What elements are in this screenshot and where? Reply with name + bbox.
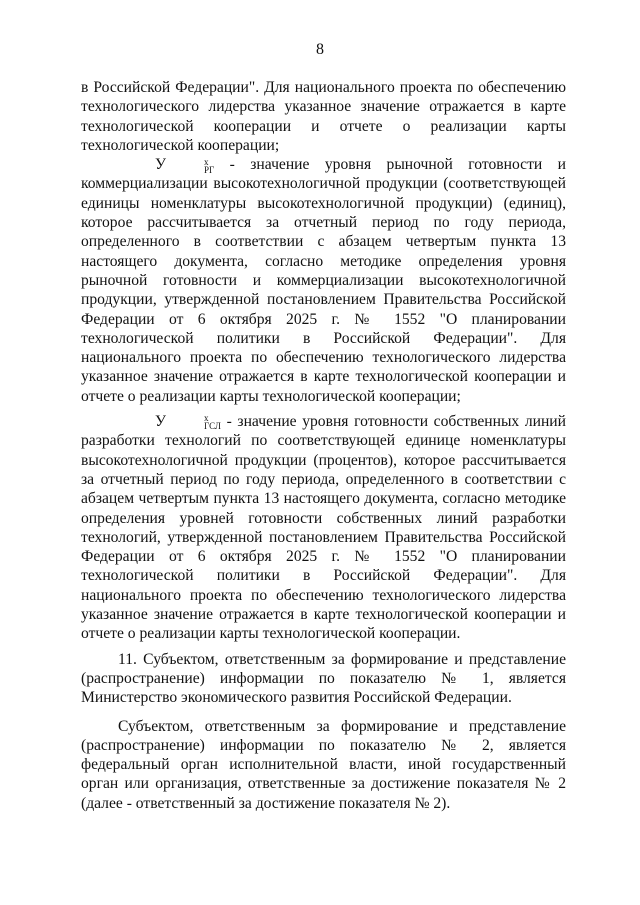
variable-superscript: х bbox=[204, 413, 209, 424]
definition-text: - значение уровня рыночной готовности и коммерциализации высокотехнологичной продукции (соответствующей единицы номенклатуры высокотехнологичной продукции) (единиц), которое рассчитывается за отчетный период по году периода, определенного в соответствии с абзацем четвертым пункта 13 настоящего документа, согласно методике определения уровня рыночной готовности и коммерциализации высокотехнологичной продукции, утвержденной постановлением Правительства Российской Федерации от 6 октября 2025 г. № 1552 "О планировании технологической политики в Российской Федерации". Для национального проекта по обеспечению технологического лидерства указанное значение отражается в карте технологической кооперации и отчете о реализации карты технологической кооперации; bbox=[81, 156, 566, 405]
paragraph-definition-market-readiness bbox=[81, 155, 566, 406]
paragraph-responsible-indicator-2: Субъектом, ответственным за формирование и представление (распространение) информации по показателю № 2, является федеральный орган исполнительной власти, иной государственный орган или организация, ответственные за достижение показателя № 2 (далее - ответственный за достижение показателя № 2). bbox=[81, 717, 566, 812]
variable-market-readiness bbox=[118, 155, 214, 174]
variable-subscript: ГСЛ bbox=[204, 421, 222, 432]
page-number: 8 bbox=[316, 41, 324, 58]
variable-symbol: У bbox=[155, 156, 167, 174]
paragraph-continuation: в Российской Федерации". Для национального проекта по обеспечению технологического лидерства указанное значение отражается в карте технологической кооперации и отчете о реализации карты технологической кооперации; bbox=[81, 79, 566, 154]
variable-development-lines bbox=[118, 412, 221, 431]
definition-text: - значение уровня готовности собственных линий разработки технологий по соответствующей единице номенклатуры высокотехнологичной продукции (процентов), которое рассчитывается за отчетный период по году периода, определенного в соответствии с абзацем четвертым пункта 13 настоящего документа, согласно методике определения уровней готовности собственных линий разработки технологий, утвержденной постановлением Правительства Российской Федерации от 6 октября 2025 г. № 1552 "О планировании технологической политики в Российской Федерации". Для национального проекта по обеспечению технологического лидерства указанное значение отражается в карте технологической кооперации и отчете о реализации карты технологической кооперации. bbox=[81, 413, 566, 643]
paragraph-definition-development-lines bbox=[81, 412, 566, 644]
document-body bbox=[81, 78, 566, 813]
variable-symbol: У bbox=[155, 413, 167, 431]
paragraph-item-11: 11. Субъектом, ответственным за формирование и представление (распространение) информации по показателю № 1, является Министерство экономического развития Российской Федерации. bbox=[81, 650, 566, 707]
variable-subscript: РГ bbox=[204, 164, 215, 175]
variable-superscript: х bbox=[204, 156, 209, 167]
